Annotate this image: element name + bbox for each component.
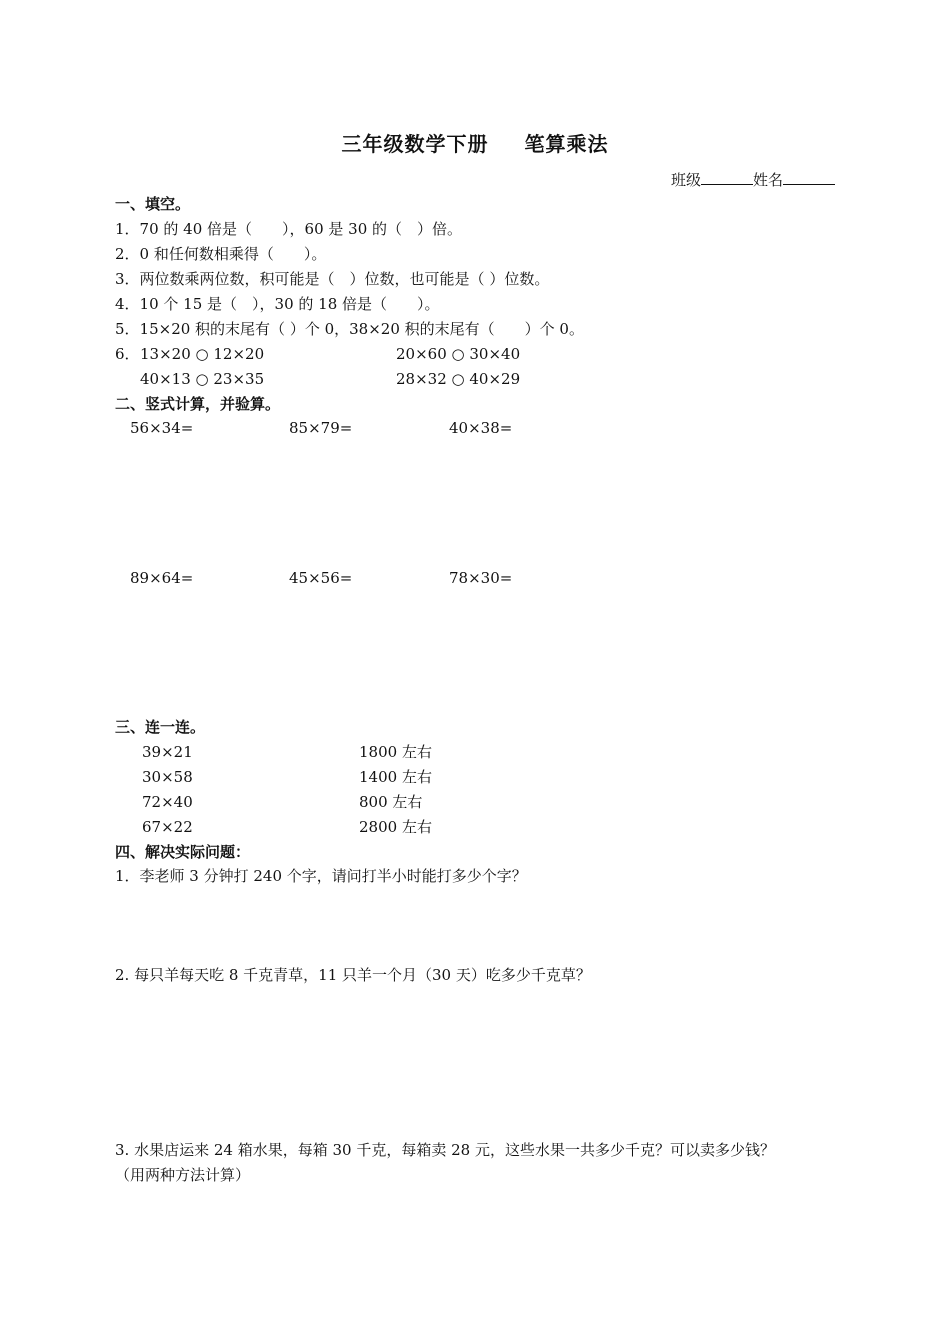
- match-right-4: 2800 左右: [359, 818, 432, 836]
- match-left-4: 67×22: [142, 818, 193, 836]
- fill-item-1: 1．70 的 40 倍是（ ），60 是 30 的（ ）倍。: [115, 220, 463, 238]
- match-left-1: 39×21: [142, 743, 193, 761]
- compare-3: 40×13 ○ 23×35: [140, 370, 265, 388]
- compare-1: 13×20 ○ 12×20: [140, 345, 265, 363]
- calc-problem-6: 78×30=: [449, 569, 513, 587]
- section4-heading: 四、解决实际问题：: [115, 843, 251, 861]
- fill-item-4: 4．10 个 15 是（ ），30 的 18 倍是（ ）。: [115, 295, 440, 313]
- match-right-1: 1800 左右: [359, 743, 432, 761]
- match-right-2: 1400 左右: [359, 768, 432, 786]
- fill-item-2: 2．0 和任何数相乘得（ ）。: [115, 245, 327, 263]
- section2-heading: 二、竖式计算，并验算。: [115, 395, 281, 413]
- section1-heading: 一、填空。: [115, 195, 191, 213]
- class-blank[interactable]: [701, 170, 753, 185]
- calc-problem-4: 89×64=: [130, 569, 194, 587]
- page-title: [0, 128, 950, 157]
- word-problem-2: 2. 每只羊每天吃 8 千克青草，11 只羊一个月（30 天）吃多少千克草？: [115, 966, 591, 984]
- calc-problem-5: 45×56=: [289, 569, 353, 587]
- calc-problem-3: 40×38=: [449, 419, 513, 437]
- word-problem-3-note: （用两种方法计算）: [115, 1166, 251, 1184]
- match-left-3: 72×40: [142, 793, 193, 811]
- match-left-2: 30×58: [142, 768, 193, 786]
- fill-item-5: 5．15×20 积的末尾有（ ）个 0，38×20 积的末尾有（ ）个 0。: [115, 320, 584, 338]
- name-blank[interactable]: [783, 170, 835, 185]
- compare-4: 28×32 ○ 40×29: [396, 370, 521, 388]
- student-info: [671, 170, 835, 190]
- word-problem-3: 3. 水果店运来 24 箱水果，每箱 30 千克，每箱卖 28 元，这些水果一共多少千克？可以卖多少钱？: [115, 1141, 775, 1159]
- word-problem-1: 1．李老师 3 分钟打 240 个字，请问打半小时能打多少个字？: [115, 867, 527, 885]
- section3-heading: 三、连一连。: [115, 718, 206, 736]
- compare-label: 6．: [115, 345, 140, 363]
- compare-2: 20×60 ○ 30×40: [396, 345, 521, 363]
- name-label: 姓名: [753, 171, 784, 189]
- match-right-3: 800 左右: [359, 793, 423, 811]
- class-label: 班级: [671, 171, 702, 189]
- calc-problem-1: 56×34=: [130, 419, 194, 437]
- calc-problem-2: 85×79=: [289, 419, 353, 437]
- title-right: 笔算乘法: [524, 132, 609, 156]
- title-left: 三年级数学下册: [341, 132, 489, 156]
- fill-item-3: 3．两位数乘两位数，积可能是（ ）位数，也可能是（ ）位数。: [115, 270, 550, 288]
